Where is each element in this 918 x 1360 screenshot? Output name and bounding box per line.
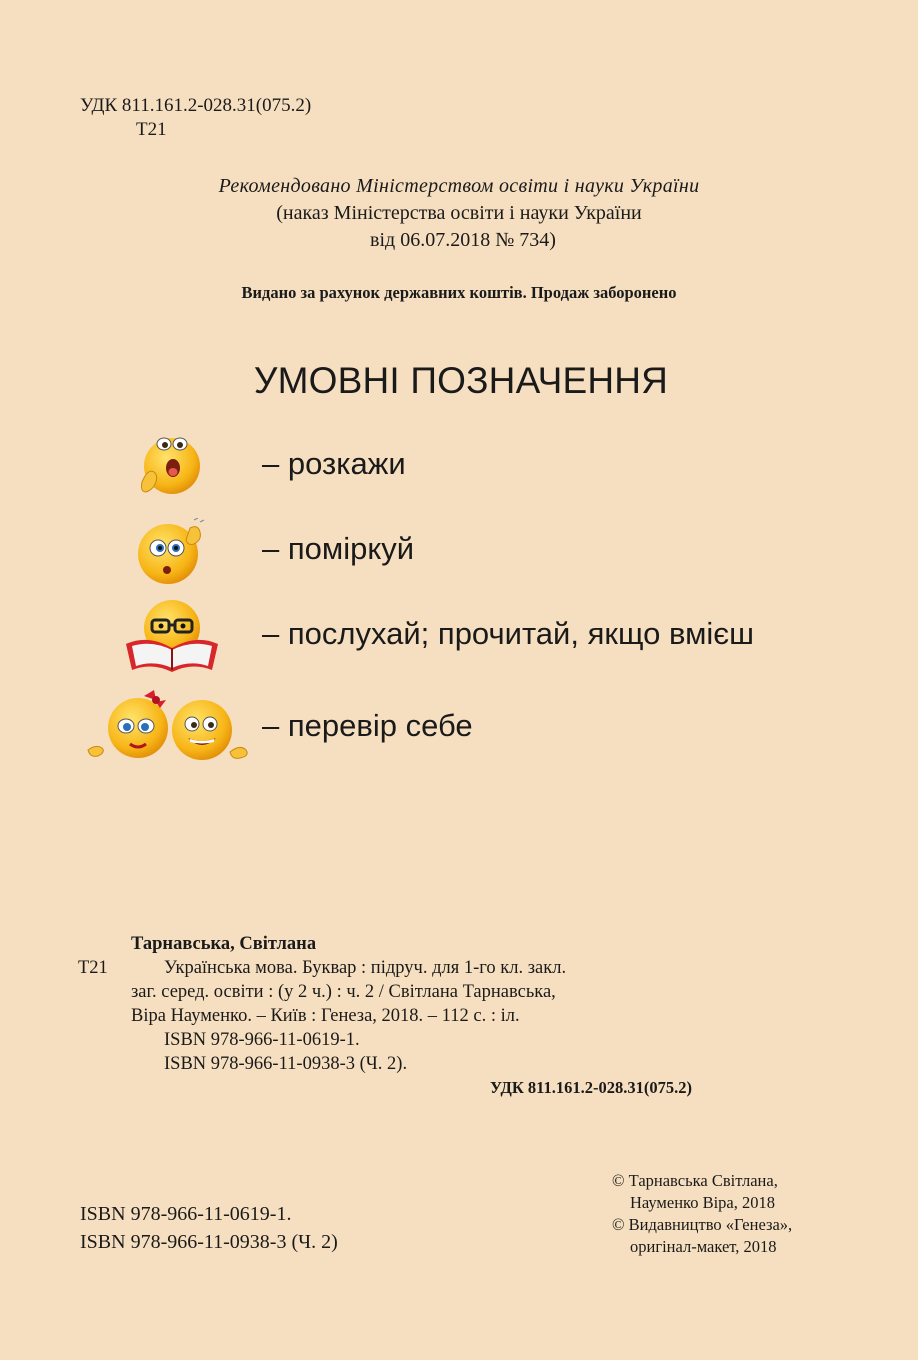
copyright-line-2: Науменко Віра, 2018 [630, 1193, 775, 1212]
udk-header [80, 94, 311, 142]
record-line-2: заг. серед. освіти : (у 2 ч.) : ч. 2 / Світлана Тарнавська, [131, 982, 556, 1002]
isbn-line-1: ISBN 978-966-11-0619-1. [80, 1203, 292, 1225]
record-line-3: Віра Науменко. – Київ : Генеза, 2018. – 112 с. : іл. [131, 1006, 520, 1026]
copyright-line-1: © Тарнавська Світлана, [612, 1171, 778, 1190]
talking-smiley-icon [136, 432, 206, 500]
recommendation-line-1: Рекомендовано Міністерством освіти і науки України [218, 175, 700, 197]
bibliographic-record [78, 932, 698, 1100]
two-smileys-icon [84, 690, 256, 774]
legend-item-tell [0, 432, 918, 512]
copyright-block [612, 1170, 792, 1258]
isbn-line-2: ISBN 978-966-11-0938-3 (Ч. 2) [80, 1231, 338, 1253]
udk-code: УДК 811.161.2-028.31(075.2) [80, 95, 312, 116]
record-line-1: Українська мова. Буквар : підруч. для 1-го кл. закл. [164, 958, 567, 978]
record-isbn-2: ISBN 978-966-11-0938-3 (Ч. 2). [164, 1054, 408, 1074]
isbn-block [80, 1200, 338, 1256]
recommendation-line-2: (наказ Міністерства освіти і науки України [276, 202, 642, 224]
legend-item-think [0, 516, 918, 596]
record-author-mark: Т21 [78, 958, 108, 978]
legend-item-read [0, 598, 918, 678]
record-udk: УДК 811.161.2-028.31(075.2) [490, 1078, 692, 1097]
thinking-smiley-icon [134, 518, 210, 586]
legend-label-check: – перевір себе [262, 708, 473, 743]
funding-note: Видано за рахунок державних коштів. Продаж заборонено [241, 283, 677, 302]
legend-label-read: – послухай; прочитай, якщо вмієш [262, 616, 754, 651]
legend-label-tell: – розкажи [262, 446, 406, 481]
recommendation-block [0, 173, 918, 254]
legend-title: УМОВНІ ПОЗНАЧЕННЯ [253, 360, 669, 401]
copyright-line-4: оригінал-макет, 2018 [630, 1237, 777, 1256]
record-isbn-1: ISBN 978-966-11-0619-1. [164, 1030, 360, 1050]
recommendation-line-3: від 06.07.2018 № 734) [370, 229, 556, 251]
author-mark: Т21 [136, 119, 167, 140]
copyright-line-3: © Видавництво «Генеза», [612, 1215, 793, 1234]
record-author: Тарнавська, Світлана [131, 934, 317, 954]
reading-smiley-icon [120, 598, 220, 674]
legend-item-check [0, 690, 918, 770]
legend-label-think: – поміркуй [262, 531, 415, 566]
